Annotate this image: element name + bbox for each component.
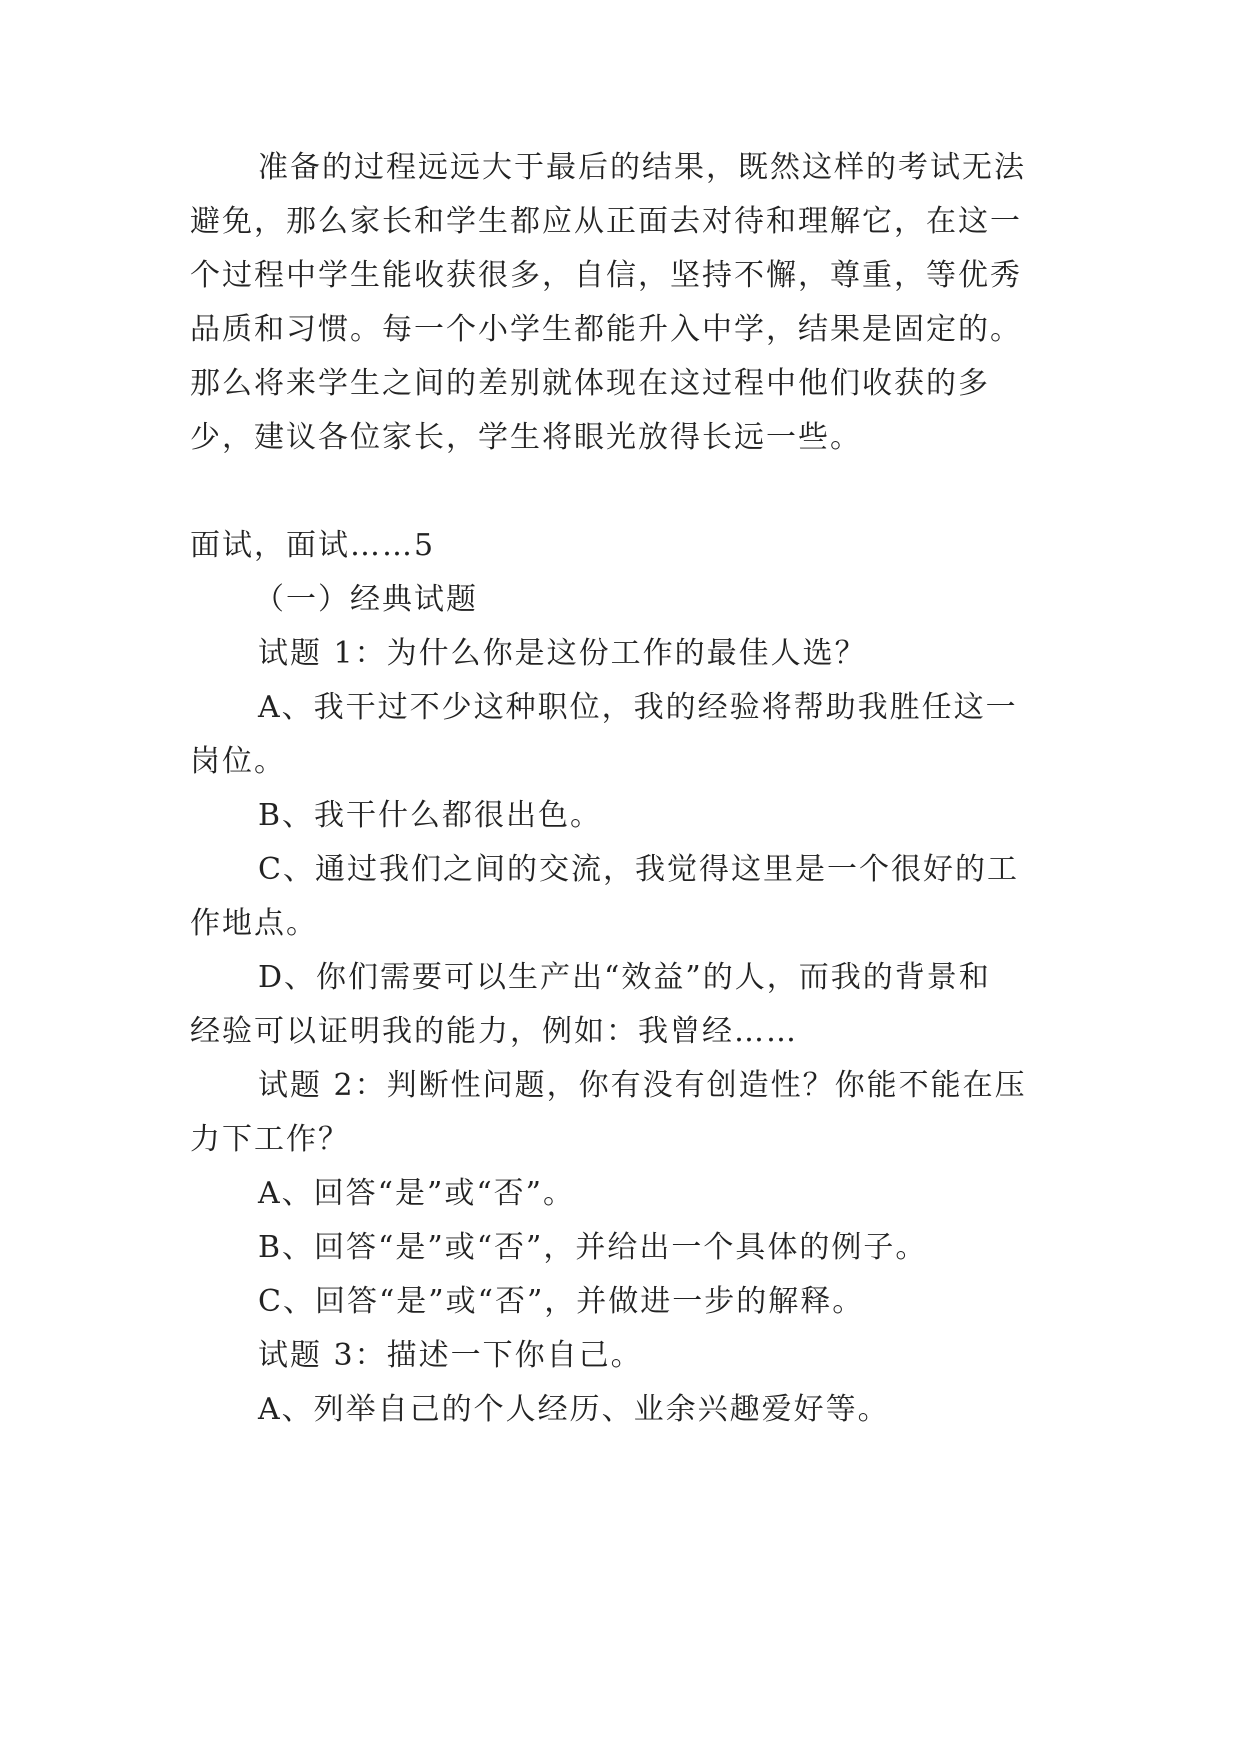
question-1-option-d-line-1: D、你们需要可以生产出“效益”的人，而我的背景和: [258, 960, 991, 995]
section-title: 面试，面试……5: [190, 528, 436, 563]
question-1-title: 试题 1：为什么你是这份工作的最佳人选？: [258, 636, 867, 671]
question-3-title: 试题 3：描述一下你自己。: [258, 1338, 643, 1373]
question-1-option-b: B、我干什么都很出色。: [258, 798, 603, 833]
intro-line-3: 个过程中学生能收获很多，自信，坚持不懈，尊重，等优秀: [190, 258, 1022, 293]
intro-line-4: 品质和习惯。每一个小学生都能升入中学，结果是固定的。: [190, 312, 1022, 347]
section-subtitle: （一）经典试题: [254, 582, 478, 617]
intro-line-6: 少，建议各位家长，学生将眼光放得长远一些。: [190, 420, 862, 455]
question-1-option-c-line-2: 作地点。: [190, 906, 318, 941]
question-3-option-a: A、列举自己的个人经历、业余兴趣爱好等。: [258, 1392, 890, 1427]
question-2-option-a: A、回答“是”或“否”。: [258, 1176, 576, 1211]
question-2-title-line-1: 试题 2：判断性问题，你有没有创造性？你能不能在压: [258, 1068, 1027, 1103]
question-2-title-line-2: 力下工作？: [190, 1122, 350, 1157]
question-2-option-c: C、回答“是”或“否”，并做进一步的解释。: [258, 1284, 865, 1319]
intro-line-2: 避免，那么家长和学生都应从正面去对待和理解它，在这一: [190, 204, 1022, 239]
question-1-option-a-line-2: 岗位。: [190, 744, 286, 779]
question-2-option-b: B、回答“是”或“否”，并给出一个具体的例子。: [258, 1230, 928, 1265]
question-1-option-d-line-2: 经验可以证明我的能力，例如：我曾经……: [190, 1014, 798, 1049]
intro-line-1: 准备的过程远远大于最后的结果，既然这样的考试无法: [258, 150, 1026, 185]
question-1-option-c-line-1: C、通过我们之间的交流，我觉得这里是一个很好的工: [258, 852, 1019, 887]
intro-line-5: 那么将来学生之间的差别就体现在这过程中他们收获的多: [190, 366, 990, 401]
question-1-option-a-line-1: A、我干过不少这种职位，我的经验将帮助我胜任这一: [258, 690, 1018, 725]
